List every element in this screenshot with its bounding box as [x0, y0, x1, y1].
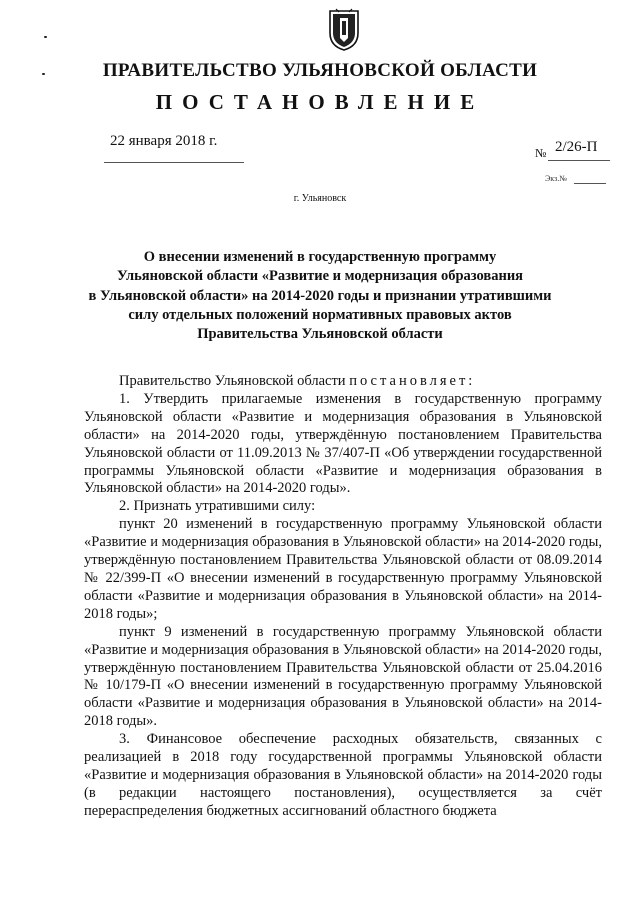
document-body [84, 373, 602, 821]
document-type-title: ПОСТАНОВЛЕНИЕ [155, 90, 485, 114]
date-underline [104, 162, 244, 163]
paragraph-2a: пункт 20 изменений в государственную программу Ульяновской области «Развитие и модернизация образования в Ульяновской области» на 2014-2020 годы, утверждённую постановлением Правительства Ульяновской области от 08.09.2014 № 22/399-П «О внесении изменений в государственную программу Ульяновской области «Развитие и модернизация образования в Ульяновской области» на 2014-2018 годы»; [84, 516, 602, 622]
subject-line: в Ульяновской области» на 2014-2020 годы и признании утратившими [88, 287, 552, 304]
document-subject [80, 248, 560, 344]
copy-number-label: Экз.№ [545, 174, 567, 183]
city: г. Ульяновск [293, 193, 347, 204]
paragraph-2: 2. Признать утратившими силу: [119, 498, 316, 515]
intro-verb: постановляет: [349, 373, 476, 389]
paragraph-2b: пункт 9 изменений в государственную программу Ульяновской области «Развитие и модернизация образования в Ульяновской области» на 2014-2020 годы, утверждённую постановлением Правительства Ульяновской области от 25.04.2016 № 10/179-П «О внесении изменений в государственную программу Ульяновской области «Развитие и модернизация образования в Ульяновской области» на 2014-2018 годы». [84, 623, 602, 730]
paragraph-1: 1. Утвердить прилагаемые изменения в государственную программу Ульяновской области «Развитие и модернизация образования в Ульяновской области» на 2014-2020 годы, утверждённую постановлением Правительства Ульяновской области от 11.09.2013 № 37/407-П «Об утверждении государственной программы Ульяновской области «Развитие и модернизация образования в Ульяновской области» на 2014-2020 годы». [84, 390, 602, 497]
subject-line: О внесении изменений в государственную программу [143, 249, 497, 265]
document-number: 2/26-П [555, 139, 598, 155]
subject-line: Ульяновской области «Развитие и модернизация образования [116, 268, 524, 285]
copy-number-underline [574, 183, 606, 184]
number-sign: № [535, 146, 547, 160]
subject-line: Правительства Ульяновской области [197, 326, 443, 343]
intro-lead: Правительство Ульяновской области [119, 373, 350, 389]
government-title: ПРАВИТЕЛЬСТВО УЛЬЯНОВСКОЙ ОБЛАСТИ [102, 60, 538, 81]
paragraph-3: 3. Финансовое обеспечение расходных обязательств, связанных с реализацией в 2018 году государственной программы Ульяновской области «Развитие и модернизация образования в Ульяновской области» на 2014-2020 годы (в редакции настоящего постановления), осуществляется за счёт перераспределения бюджетных ассигнований областного бюджета [84, 731, 602, 819]
number-underline [548, 160, 610, 161]
coat-of-arms-emblem [327, 8, 361, 52]
resolution-intro [84, 373, 602, 391]
document-date: 22 января 2018 г. [110, 133, 218, 149]
subject-line: силу отдельных положений нормативных правовых актов [128, 306, 512, 323]
scan-speck [44, 36, 47, 38]
